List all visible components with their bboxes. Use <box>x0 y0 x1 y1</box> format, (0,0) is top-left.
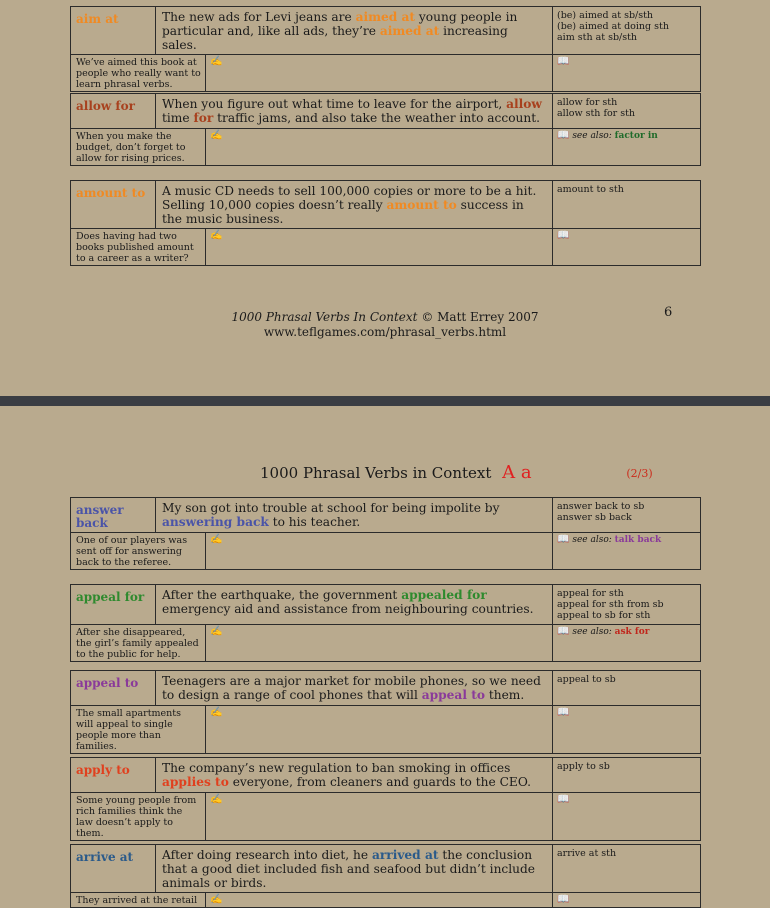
notes-field[interactable] <box>206 625 553 662</box>
notes-field[interactable] <box>206 55 553 92</box>
reference-field <box>553 893 701 908</box>
entry-table <box>70 757 701 841</box>
see-also-label: see also: <box>569 535 615 545</box>
sentence-text: the conclusion that a good diet included fish and seafood but didn’t include animals or birds. <box>162 848 536 890</box>
see-also-verb[interactable]: talk back <box>614 535 662 545</box>
phrasal-verb: allow for <box>71 94 156 129</box>
page-separator <box>0 396 770 406</box>
verb-forms <box>553 585 701 625</box>
phrasal-verb: apply to <box>71 758 156 793</box>
page-indicator: (2/3) <box>626 467 653 480</box>
verb-form: appeal to sb <box>557 674 616 685</box>
reference-field <box>553 793 701 841</box>
example-sentence <box>156 181 553 229</box>
entry-main-row <box>71 94 701 129</box>
verb-form: (be) aimed at sb/sth <box>557 10 654 21</box>
page-title-text: 1000 Phrasal Verbs in Context <box>260 464 492 482</box>
pen-icon: ✍ <box>210 794 223 805</box>
footer-copyright: © Matt Errey 2007 <box>421 310 539 324</box>
user-example: After she disappeared, the girl’s family appealed to the public for help. <box>71 625 206 662</box>
example-sentence <box>156 671 553 706</box>
phrasal-verb: appeal to <box>71 671 156 706</box>
phrasal-verb: appeal for <box>71 585 156 625</box>
entry-main-row <box>71 498 701 533</box>
entry-table <box>70 6 701 92</box>
footer-book-title: 1000 Phrasal Verbs In Context <box>231 310 418 324</box>
entry-table <box>70 584 701 662</box>
verb-forms <box>553 181 701 229</box>
pen-icon: ✍ <box>210 894 223 905</box>
entry-main-row <box>71 845 701 893</box>
phrasal-verb: amount to <box>71 181 156 229</box>
see-also-verb[interactable]: factor in <box>614 131 658 141</box>
sentence-text: emergency aid and assistance from neighbouring countries. <box>162 602 534 616</box>
verb-forms <box>553 7 701 55</box>
user-example: We’ve aimed this book at people who really want to learn phrasal verbs. <box>71 55 206 92</box>
pen-icon: ✍ <box>210 534 223 545</box>
pen-icon: ✍ <box>210 130 223 141</box>
sentence-text: to his teacher. <box>268 515 361 529</box>
book-icon: 📖 <box>557 626 570 637</box>
reference-field <box>553 706 701 754</box>
entry-table <box>70 497 701 570</box>
example-sentence <box>156 498 553 533</box>
entry-note-row <box>71 625 701 662</box>
sentence-text: them. <box>484 688 525 702</box>
book-icon: 📖 <box>557 894 570 905</box>
page-number: 6 <box>664 305 673 320</box>
entry-table <box>70 93 701 166</box>
sentence-highlight: aimed at <box>355 10 416 24</box>
entry-note-row <box>71 706 701 754</box>
example-sentence <box>156 7 553 55</box>
book-icon: 📖 <box>557 56 570 67</box>
phrasal-verb: aim at <box>71 7 156 55</box>
sentence-text: increasing sales. <box>162 24 508 52</box>
verb-form: appeal to sb for sth <box>557 610 651 621</box>
entry-note-row <box>71 793 701 841</box>
reference-field <box>553 533 701 570</box>
notes-field[interactable] <box>206 706 553 754</box>
verb-form: appeal for sth <box>557 588 624 599</box>
entry-main-row <box>71 671 701 706</box>
sentence-text: everyone, from cleaners and guards to the CEO. <box>228 775 531 789</box>
sentence-highlight: amount to <box>386 198 457 212</box>
user-example: When you make the budget, don’t forget to allow for rising prices. <box>71 129 206 166</box>
verb-form: aim sth at sb/sth <box>557 32 638 43</box>
pen-icon: ✍ <box>210 707 223 718</box>
reference-field <box>553 55 701 92</box>
notes-field[interactable] <box>206 129 553 166</box>
see-also-label: see also: <box>569 131 615 141</box>
sentence-text: time <box>162 111 194 125</box>
verb-form: answer sb back <box>557 512 632 523</box>
verb-form: allow sth for sth <box>557 108 636 119</box>
sentence-text: young people in particular and, like all ads, they’re <box>162 10 518 38</box>
example-sentence <box>156 758 553 793</box>
entry-main-row <box>71 585 701 625</box>
sentence-highlight: for <box>193 111 214 125</box>
see-also-label: see also: <box>569 627 615 637</box>
footer-url: www.teflgames.com/phrasal_verbs.html <box>263 325 507 339</box>
phrasal-verb: answer back <box>71 498 156 533</box>
verb-form: appeal for sth from sb <box>557 599 664 610</box>
verb-form: allow for sth <box>557 97 618 108</box>
entry-note-row <box>71 893 701 908</box>
sentence-highlight: applies to <box>162 775 229 789</box>
user-example: The small apartments will appeal to single people more than families. <box>71 706 206 754</box>
notes-field[interactable] <box>206 533 553 570</box>
entry-table <box>70 180 701 266</box>
see-also-verb[interactable]: ask for <box>614 627 650 637</box>
verb-forms <box>553 94 701 129</box>
notes-field[interactable] <box>206 893 553 908</box>
entry-table <box>70 844 701 908</box>
sentence-text: The new ads for Levi jeans are <box>162 10 356 24</box>
sentence-highlight: appeal to <box>421 688 485 702</box>
user-example: They arrived at the retail <box>71 893 206 908</box>
verb-form: (be) aimed at doing sth <box>557 21 669 32</box>
verb-form: answer back to sb <box>557 501 645 512</box>
user-example: Does having had two books published amount to a career as a writer? <box>71 229 206 266</box>
phrasal-verb: arrive at <box>71 845 156 893</box>
footer-credit <box>0 310 770 324</box>
sentence-text: traffic jams, and also take the weather into account. <box>213 111 541 125</box>
verb-forms <box>553 498 701 533</box>
entry-table <box>70 670 701 754</box>
book-icon: 📖 <box>557 230 570 241</box>
entry-note-row <box>71 129 701 166</box>
sentence-text: The company’s new regulation to ban smoking in offices <box>162 761 511 775</box>
verb-form: amount to sth <box>557 184 624 195</box>
verb-forms <box>553 671 701 706</box>
entry-note-row <box>71 55 701 92</box>
example-sentence <box>156 845 553 893</box>
example-sentence <box>156 585 553 625</box>
sentence-highlight: allow <box>506 97 542 111</box>
user-example: Some young people from rich families think the law doesn’t apply to them. <box>71 793 206 841</box>
page-title <box>260 462 653 483</box>
sentence-text: Teenagers are a major market for mobile phones, so we need to design a range of cool phones that will <box>162 674 541 702</box>
book-icon: 📖 <box>557 707 570 718</box>
entry-note-row <box>71 533 701 570</box>
sentence-text: When you figure out what time to leave for the airport, <box>162 97 507 111</box>
entry-main-row <box>71 758 701 793</box>
verb-forms <box>553 758 701 793</box>
sentence-text: success in the music business. <box>162 198 524 226</box>
sentence-highlight: appealed for <box>401 588 487 602</box>
sentence-text: After doing research into diet, he <box>162 848 372 862</box>
pen-icon: ✍ <box>210 56 223 67</box>
pen-icon: ✍ <box>210 230 223 241</box>
entry-main-row <box>71 7 701 55</box>
notes-field[interactable] <box>206 229 553 266</box>
page-letters: A a <box>502 462 532 483</box>
sentence-highlight: arrived at <box>371 848 439 862</box>
pen-icon: ✍ <box>210 626 223 637</box>
sentence-highlight: aimed at <box>379 24 440 38</box>
entry-main-row <box>71 181 701 229</box>
verb-form: apply to sb <box>557 761 610 772</box>
reference-field <box>553 625 701 662</box>
sentence-highlight: answering back <box>162 515 269 529</box>
book-icon: 📖 <box>557 130 570 141</box>
example-sentence <box>156 94 553 129</box>
sentence-text: After the earthquake, the government <box>162 588 402 602</box>
entry-note-row <box>71 229 701 266</box>
verb-form: arrive at sth <box>557 848 617 859</box>
book-icon: 📖 <box>557 534 570 545</box>
verb-forms <box>553 845 701 893</box>
reference-field <box>553 129 701 166</box>
reference-field <box>553 229 701 266</box>
sentence-text: A music CD needs to sell 100,000 copies or more to be a hit. Selling 10,000 copies doesn’t really <box>162 184 537 212</box>
sentence-text: My son got into trouble at school for being impolite by <box>162 501 500 515</box>
user-example: One of our players was sent off for answering back to the referee. <box>71 533 206 570</box>
notes-field[interactable] <box>206 793 553 841</box>
book-icon: 📖 <box>557 794 570 805</box>
